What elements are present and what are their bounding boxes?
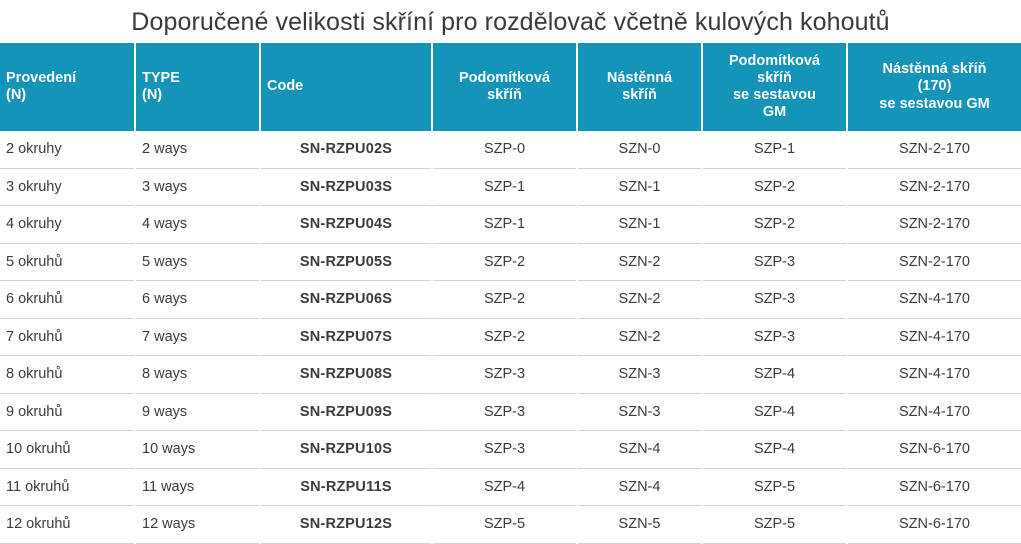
table-cell: 6 ways [135, 281, 260, 319]
table-cell: 9 okruhů [0, 393, 135, 431]
table-cell: SZN-4-170 [847, 281, 1021, 319]
cell-code: SN-RZPU11S [260, 468, 432, 506]
column-header-nastenna-skrin [577, 43, 702, 131]
header-line: Nástěnná skříň [882, 61, 987, 78]
table-cell: SZN-2 [577, 318, 702, 356]
table-cell: SZP-1 [432, 168, 577, 206]
table-cell: SZN-6-170 [847, 468, 1021, 506]
table-cell: SZP-2 [432, 318, 577, 356]
header-line: GM [762, 104, 787, 121]
cell-code: SN-RZPU07S [260, 318, 432, 356]
table-cell: SZP-4 [702, 356, 847, 394]
header-line: (N) [142, 87, 163, 103]
table-row [0, 318, 1021, 356]
table-row [0, 356, 1021, 394]
header-line: Podomítková [458, 69, 551, 86]
column-header-code [260, 43, 432, 131]
table-cell: SZP-3 [432, 431, 577, 469]
table-cell: SZP-0 [432, 131, 577, 168]
table-cell: SZP-4 [432, 468, 577, 506]
table-cell: 12 okruhů [0, 506, 135, 544]
table-cell: 2 ways [135, 131, 260, 168]
column-header-podomitkova-skrin-gm [702, 43, 847, 131]
table-cell: SZP-4 [702, 431, 847, 469]
table-cell: 5 okruhů [0, 243, 135, 281]
table-cell: SZN-2-170 [847, 131, 1021, 168]
table-cell: SZN-0 [577, 131, 702, 168]
column-header-type [135, 43, 260, 131]
table-row [0, 431, 1021, 469]
header-line: se sestavou GM [879, 95, 990, 112]
table-cell: 8 ways [135, 356, 260, 394]
table-cell: SZN-1 [577, 206, 702, 244]
table-cell: 4 okruhy [0, 206, 135, 244]
table-cell: SZP-2 [702, 168, 847, 206]
cell-code: SN-RZPU04S [260, 206, 432, 244]
header-line: Podomítková [728, 52, 821, 69]
column-header-nastenna-skrin-gm [847, 43, 1021, 131]
cell-code: SN-RZPU03S [260, 168, 432, 206]
header-line: Provedení [6, 69, 77, 86]
table-cell: SZN-6-170 [847, 506, 1021, 544]
table-cell: SZN-3 [577, 356, 702, 394]
table-cell: SZP-2 [432, 243, 577, 281]
table-cell: 6 okruhů [0, 281, 135, 319]
table-cell: SZN-2-170 [847, 243, 1021, 281]
table-cell: SZN-4 [577, 431, 702, 469]
header-line: skříň [757, 69, 792, 86]
table-row [0, 206, 1021, 244]
header-line: Nástěnná [606, 69, 673, 86]
table-cell: SZN-2 [577, 281, 702, 319]
table-header [0, 43, 1021, 131]
table-row [0, 243, 1021, 281]
column-header-podomitkova-skrin [432, 43, 577, 131]
table-body [0, 131, 1021, 543]
table-cell: SZP-3 [432, 393, 577, 431]
table-cell: 12 ways [135, 506, 260, 544]
table-cell: 11 ways [135, 468, 260, 506]
cell-code: SN-RZPU02S [260, 131, 432, 168]
table-cell: SZP-5 [702, 506, 847, 544]
table-cell: 10 okruhů [0, 431, 135, 469]
header-line: (170) [917, 78, 952, 95]
header-line: Code [267, 78, 304, 95]
table-row [0, 468, 1021, 506]
page-title: Doporučené velikosti skříní pro rozdělovač včetně kulových kohoutů [131, 8, 890, 36]
table-cell: 5 ways [135, 243, 260, 281]
table-cell: SZP-3 [702, 281, 847, 319]
table-cell: SZN-4-170 [847, 356, 1021, 394]
table-cell: SZN-4 [577, 468, 702, 506]
table-cell: SZP-4 [702, 393, 847, 431]
table-cell: 9 ways [135, 393, 260, 431]
cell-code: SN-RZPU10S [260, 431, 432, 469]
cell-code: SN-RZPU05S [260, 243, 432, 281]
table-cell: SZP-1 [432, 206, 577, 244]
table-cell: SZN-6-170 [847, 431, 1021, 469]
table-cell: 4 ways [135, 206, 260, 244]
recommended-cabinet-sizes-table [0, 43, 1021, 544]
table-cell: 7 okruhů [0, 318, 135, 356]
table-cell: SZP-2 [702, 206, 847, 244]
header-line: TYPE [142, 69, 180, 86]
header-line: skříň [622, 87, 657, 103]
table-cell: 3 ways [135, 168, 260, 206]
table-cell: SZN-2-170 [847, 168, 1021, 206]
cell-code: SN-RZPU06S [260, 281, 432, 319]
table-cell: SZN-2 [577, 243, 702, 281]
table-cell: SZN-4-170 [847, 393, 1021, 431]
table-cell: SZN-1 [577, 168, 702, 206]
table-header-row [0, 43, 1021, 131]
table-row [0, 281, 1021, 319]
table-cell: SZP-3 [702, 318, 847, 356]
column-header-provedeni [0, 43, 135, 131]
table-cell: SZP-5 [432, 506, 577, 544]
table-cell: SZP-3 [702, 243, 847, 281]
table-cell: 11 okruhů [0, 468, 135, 506]
table-cell: SZP-5 [702, 468, 847, 506]
header-line: se sestavou [732, 87, 817, 103]
table-cell: SZN-2-170 [847, 206, 1021, 244]
table-row [0, 506, 1021, 544]
table-cell: 10 ways [135, 431, 260, 469]
table-cell: SZN-4-170 [847, 318, 1021, 356]
table-cell: SZP-2 [432, 281, 577, 319]
table-cell: 3 okruhy [0, 168, 135, 206]
table-cell: 2 okruhy [0, 131, 135, 168]
cell-code: SN-RZPU12S [260, 506, 432, 544]
table-cell: SZN-5 [577, 506, 702, 544]
header-line: (N) [6, 87, 27, 103]
table-cell: 8 okruhů [0, 356, 135, 394]
table-cell: 7 ways [135, 318, 260, 356]
cell-code: SN-RZPU09S [260, 393, 432, 431]
table-cell: SZP-3 [432, 356, 577, 394]
table-cell: SZP-1 [702, 131, 847, 168]
table-row [0, 168, 1021, 206]
header-line: skříň [487, 87, 522, 103]
table-row [0, 393, 1021, 431]
cell-code: SN-RZPU08S [260, 356, 432, 394]
table-row [0, 131, 1021, 168]
table-cell: SZN-3 [577, 393, 702, 431]
